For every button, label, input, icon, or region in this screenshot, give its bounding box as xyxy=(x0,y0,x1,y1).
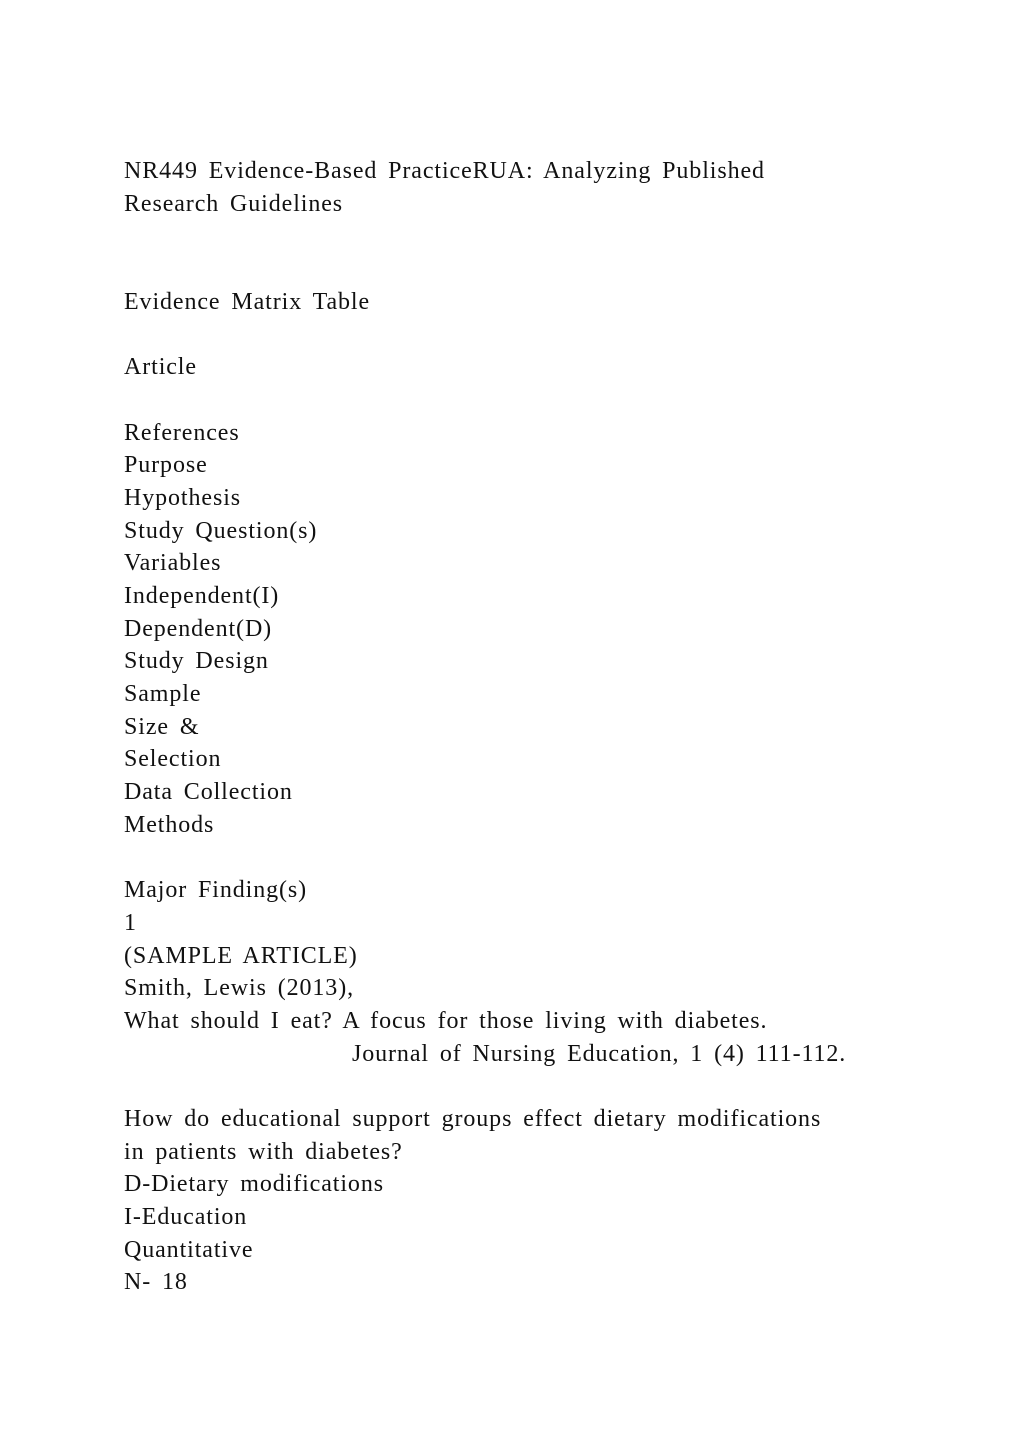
column-header-purpose: Purpose xyxy=(124,452,208,478)
column-header-size: Size & xyxy=(124,714,200,740)
row-1-sample-size: N- 18 xyxy=(124,1269,188,1295)
column-header-data-collection: Data Collection xyxy=(124,779,293,805)
column-header-hypothesis: Hypothesis xyxy=(124,485,241,511)
column-header-references: References xyxy=(124,420,240,446)
column-header-variables: Variables xyxy=(124,550,222,576)
row-1-study-design: Quantitative xyxy=(124,1237,254,1263)
column-header-study-questions: Study Question(s) xyxy=(124,518,318,544)
row-1-label: (SAMPLE ARTICLE) xyxy=(124,943,358,969)
document-title-line-1: NR449 Evidence-Based PracticeRUA: Analyzing Published xyxy=(124,158,765,184)
column-header-dependent: Dependent(D) xyxy=(124,616,273,642)
row-1-independent-variable: I-Education xyxy=(124,1204,248,1230)
row-1-question-line-1: How do educational support groups effect dietary modifications xyxy=(124,1106,822,1132)
row-1-journal: Journal of Nursing Education, 1 (4) 111-112. xyxy=(352,1041,847,1067)
column-header-major-findings: Major Finding(s) xyxy=(124,877,308,903)
column-header-independent: Independent(I) xyxy=(124,583,280,609)
column-header-methods: Methods xyxy=(124,812,215,838)
column-header-article: Article xyxy=(124,354,197,380)
column-header-sample: Sample xyxy=(124,681,202,707)
row-1-article-title: What should I eat? A focus for those living with diabetes. xyxy=(124,1008,768,1034)
row-1-dependent-variable: D-Dietary modifications xyxy=(124,1171,384,1197)
row-1-authors: Smith, Lewis (2013), xyxy=(124,975,354,1001)
section-heading: Evidence Matrix Table xyxy=(124,289,371,315)
row-1-question-line-2: in patients with diabetes? xyxy=(124,1139,403,1165)
row-1-number: 1 xyxy=(124,910,137,936)
column-header-study-design: Study Design xyxy=(124,648,269,674)
document-title-line-2: Research Guidelines xyxy=(124,191,344,217)
column-header-selection: Selection xyxy=(124,746,222,772)
